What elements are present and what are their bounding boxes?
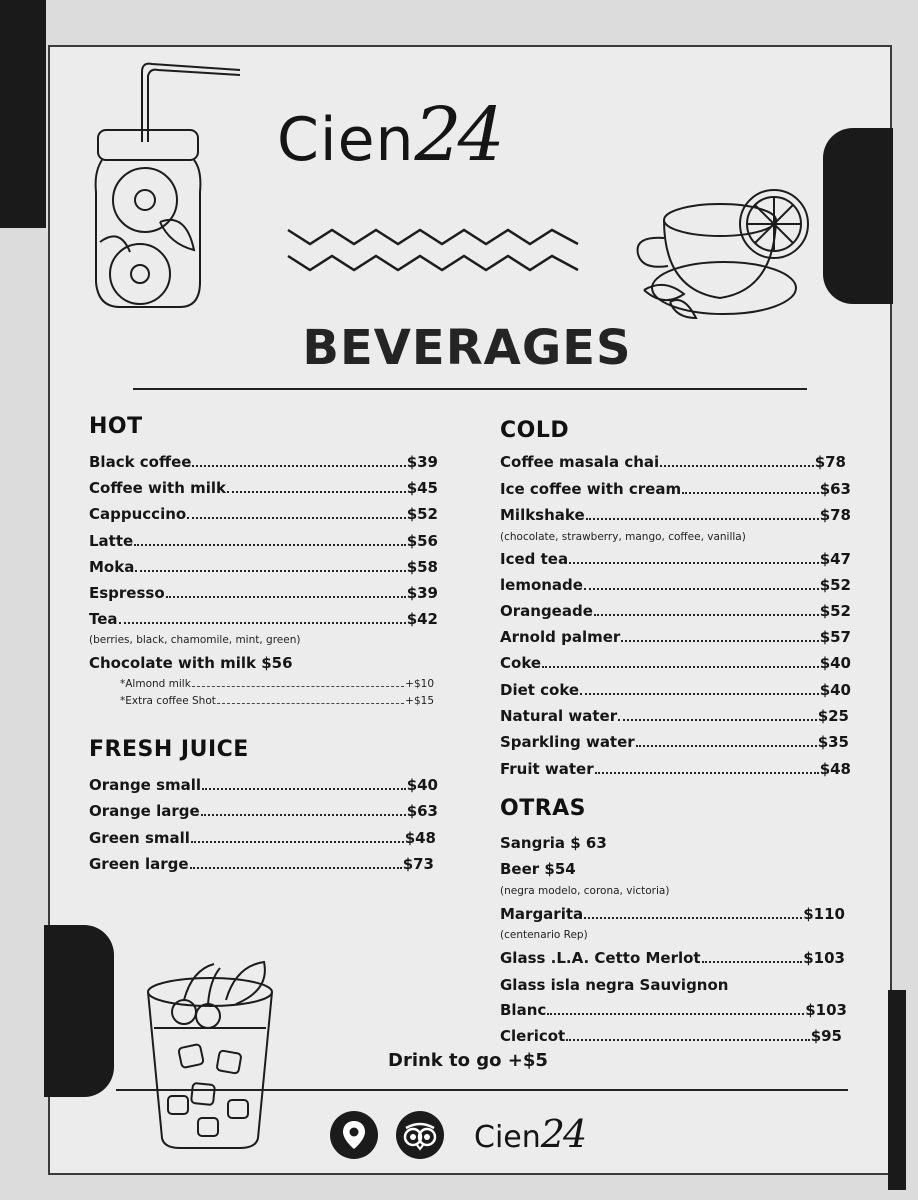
footer-brand-logo <box>474 1112 585 1156</box>
page-title: BEVERAGES <box>302 320 632 376</box>
menu-item: Margarita $110 <box>500 905 845 923</box>
menu-item: Coke $40 <box>500 654 851 672</box>
milkshake-note: (chocolate, strawberry, mango, coffee, vanilla) <box>500 531 746 543</box>
menu-item: Coffee with milk $45 <box>89 479 438 497</box>
section-heading-cold: COLD <box>500 418 570 443</box>
menu-item: Ice coffee with cream $63 <box>500 480 851 498</box>
menu-item: Clericot $95 <box>500 1027 842 1045</box>
tab-left-bottom <box>44 925 114 1097</box>
tab-right-bottom <box>888 990 906 1190</box>
menu-item: Latte $56 <box>89 532 438 550</box>
menu-item: Tea $42 <box>89 610 438 628</box>
menu-item: Moka $58 <box>89 558 438 576</box>
menu-item: Espresso $39 <box>89 584 438 602</box>
tea-note: (berries, black, chamomile, mint, green) <box>89 634 301 646</box>
location-pin-icon[interactable] <box>330 1111 378 1159</box>
chocolate-item: Chocolate with milk $56 <box>89 654 293 672</box>
zigzag-decoration <box>288 216 580 280</box>
menu-item: Orangeade $52 <box>500 602 851 620</box>
beer-note: (negra modelo, corona, victoria) <box>500 885 670 897</box>
sangria-item: Sangria $ 63 <box>500 834 607 852</box>
extra-item: *Extra coffee Shot +$15 <box>120 695 434 707</box>
menu-item: Green large $73 <box>89 855 434 873</box>
tab-right-top <box>823 128 893 304</box>
menu-item: Milkshake $78 <box>500 506 851 524</box>
tripadvisor-owl-icon[interactable] <box>396 1111 444 1159</box>
brand-logo <box>277 92 501 178</box>
tab-left-top <box>0 0 46 228</box>
menu-item: Iced tea $47 <box>500 550 851 568</box>
menu-item: Sparkling water $35 <box>500 733 849 751</box>
section-heading-fresh-juice: FRESH JUICE <box>89 737 249 762</box>
section-heading-otras: OTRAS <box>500 796 587 821</box>
cocktail-glass-illustration <box>140 960 280 1152</box>
menu-item: Natural water $25 <box>500 707 849 725</box>
menu-item: Orange small $40 <box>89 776 438 794</box>
beer-item: Beer $54 <box>500 860 576 878</box>
menu-item: Orange large $63 <box>89 802 438 820</box>
title-divider <box>133 388 807 390</box>
menu-item: Glass .L.A. Cetto Merlot $103 <box>500 949 845 967</box>
margarita-note: (centenario Rep) <box>500 929 588 941</box>
footer-brand-logo-number: 24 <box>540 1112 586 1156</box>
tea-cup-illustration <box>624 190 824 340</box>
brand-logo-number: 24 <box>414 92 501 178</box>
footer-brand-logo-text: Cien <box>474 1120 541 1155</box>
brand-logo-text: Cien <box>277 105 415 175</box>
menu-item: Black coffee $39 <box>89 453 438 471</box>
mason-jar-illustration <box>90 52 250 317</box>
menu-item: Coffee masala chai $78 <box>500 453 846 471</box>
drink-to-go-note: Drink to go +$5 <box>388 1050 548 1071</box>
menu-item: lemonade $52 <box>500 576 851 594</box>
isla-negra-item-line1: Glass isla negra Sauvignon <box>500 976 729 994</box>
menu-item: Cappuccino $52 <box>89 505 438 523</box>
menu-item: Fruit water $48 <box>500 760 851 778</box>
menu-item: Green small $48 <box>89 829 436 847</box>
section-heading-hot: HOT <box>89 414 143 439</box>
menu-item: Blanc $103 <box>500 1001 847 1019</box>
extra-item: *Almond milk +$10 <box>120 678 434 690</box>
menu-item: Diet coke $40 <box>500 681 851 699</box>
menu-item: Arnold palmer $57 <box>500 628 851 646</box>
